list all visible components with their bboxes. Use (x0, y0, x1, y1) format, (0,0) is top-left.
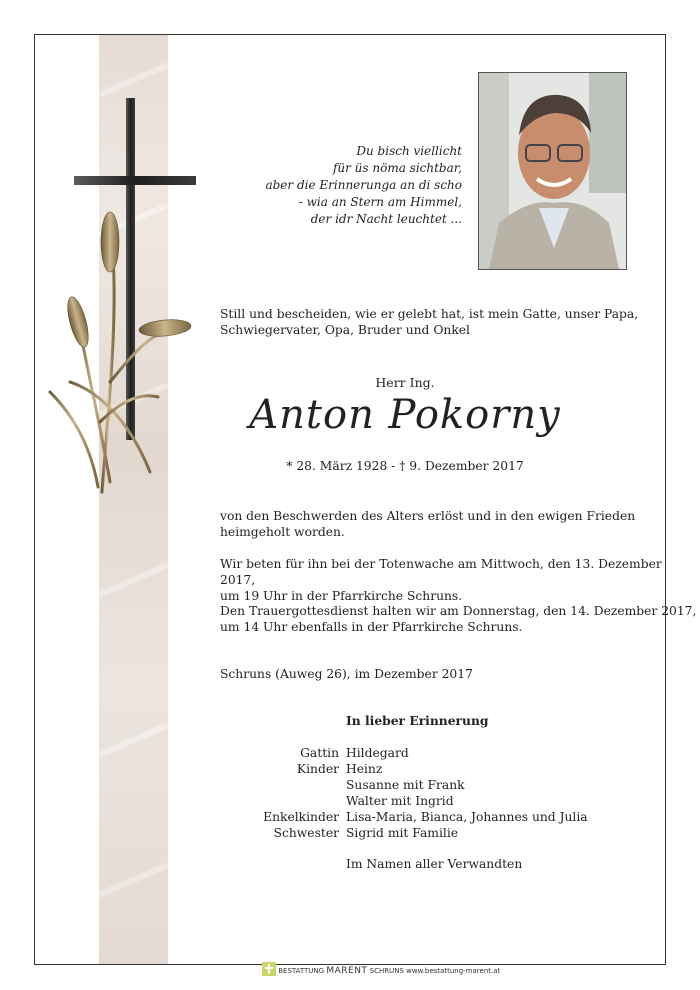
family-label: Gattin (300, 746, 339, 760)
poem-line: für üs nöma sichtbar, (332, 161, 462, 175)
footer-town: SCHRUNS (369, 967, 404, 975)
body-paragraph-2 (220, 556, 700, 604)
poem (222, 143, 462, 228)
place-date: Schruns (Auweg 26), im Dezember 2017 (220, 667, 473, 681)
poem-line: Du bisch viellicht (356, 144, 462, 158)
funeral-home-logo-icon (262, 962, 276, 976)
family-value: Heinz (346, 762, 383, 776)
body-paragraph-3 (220, 603, 696, 635)
poem-line: der idr Nacht leuchtet ... (310, 212, 462, 226)
life-dates: * 28. März 1928 - † 9. Dezember 2017 (286, 459, 524, 473)
intro-line: Still und bescheiden, wie er gelebt hat, ist mein Gatte, unser Papa, (220, 307, 639, 321)
family-value: Susanne mit Frank (346, 778, 465, 792)
footer-brand: MARENT (326, 966, 368, 976)
portrait-image (479, 73, 626, 269)
family-value: Lisa-Maria, Bianca, Johannes und Julia (346, 810, 588, 824)
family-value: Hildegard (346, 746, 409, 760)
body-paragraph-1 (220, 508, 635, 540)
family-closing: Im Namen aller Verwandten (346, 857, 523, 871)
body-line: von den Beschwerden des Alters erlöst und in den ewigen Frieden (220, 509, 636, 523)
family-label: Enkelkinder (263, 810, 339, 824)
poem-line: aber die Erinnerunga an di scho (265, 178, 462, 192)
footer-prefix: BESTATTUNG (278, 967, 325, 975)
footer (262, 962, 500, 976)
deceased-name: Anton Pokorny (249, 392, 561, 438)
deceased-title: Herr Ing. (375, 375, 435, 390)
family-label: Kinder (296, 762, 339, 776)
poem-line: - wia an Stern am Himmel, (298, 195, 462, 209)
intro-text (220, 306, 638, 338)
body-line: Wir beten für ihn bei der Totenwache am Mittwoch, den 13. Dezember 2017, (220, 557, 662, 587)
family-value: Sigrid mit Familie (346, 826, 459, 840)
family-heading: In lieber Erinnerung (346, 713, 489, 728)
portrait-photo (478, 72, 627, 270)
cross-with-wheat-icon (40, 92, 210, 512)
body-line: um 14 Uhr ebenfalls in der Pfarrkirche Schruns. (220, 620, 523, 634)
family-label: Schwester (273, 826, 339, 840)
family-value: Walter mit Ingrid (346, 794, 454, 808)
body-line: um 19 Uhr in der Pfarrkirche Schruns. (220, 589, 463, 603)
body-line: heimgeholt worden. (220, 525, 345, 539)
footer-url[interactable]: www.bestattung-marent.at (406, 967, 501, 975)
body-line: Den Trauergottesdienst halten wir am Donnerstag, den 14. Dezember 2017, (220, 604, 697, 618)
intro-line: Schwiegervater, Opa, Bruder und Onkel (220, 323, 470, 337)
